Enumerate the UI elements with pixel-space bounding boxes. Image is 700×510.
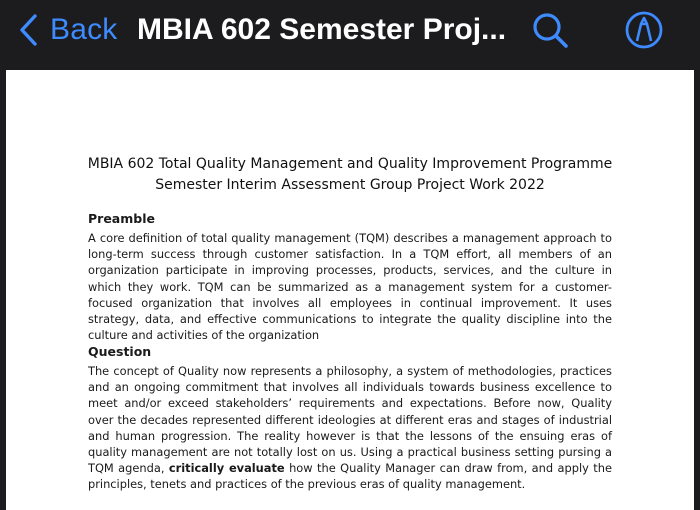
back-button[interactable]	[18, 8, 118, 52]
heading-line-2: Semester Interim Assessment Group Project Work 2022	[155, 177, 545, 193]
markup-pen-icon	[622, 39, 666, 56]
document-page[interactable]	[6, 70, 694, 510]
question-body	[88, 363, 612, 493]
search-button[interactable]	[528, 8, 572, 52]
markup-button[interactable]	[622, 8, 666, 52]
question-title: Question	[88, 344, 152, 359]
back-label: Back	[50, 13, 118, 46]
search-icon	[528, 39, 572, 56]
preamble-body: A core definition of total quality management (TQM) describes a management approach to long-term success through customer satisfaction. In a TQM effort, all members of an organization participate in improving processes, products, services, and the culture in which they work. TQM can be summarized as a management system for a customer-focused organization that involves all employees in continual improvement. It uses strategy, data, and effective communications to integrate the quality discipline into the culture and activities of the organization	[88, 231, 612, 343]
question-section	[88, 344, 612, 493]
question-body-text: The concept of Quality now represents a philosophy, a system of methodologies, practices and an ongoing commitment that involves all individuals towards business excellence to meet and/or exceed stakeholders’ requirements and expectations. Before now, Quality over the decades represented different ideologies at different eras and stages of industrial and human progression. The reality however is that the lessons of the ensuing eras of quality management are not totally lost on us. Using a practical business setting pursing a TQM agenda,	[88, 364, 612, 476]
document-title: MBIA 602 Semester Proj...	[137, 13, 507, 46]
preamble-title: Preamble	[88, 211, 155, 226]
back-chevron-icon	[18, 13, 38, 47]
document-heading	[6, 154, 694, 196]
navigation-bar	[0, 0, 700, 64]
question-body-text-end: how the Quality Manager can draw from, and apply the principles, tenets and practices of the previous eras of quality management.	[88, 461, 613, 492]
heading-line-1: MBIA 602 Total Quality Management and Quality Improvement Programme	[87, 156, 613, 172]
preamble-section	[88, 211, 612, 343]
question-emphasis: critically evaluate	[168, 461, 285, 476]
